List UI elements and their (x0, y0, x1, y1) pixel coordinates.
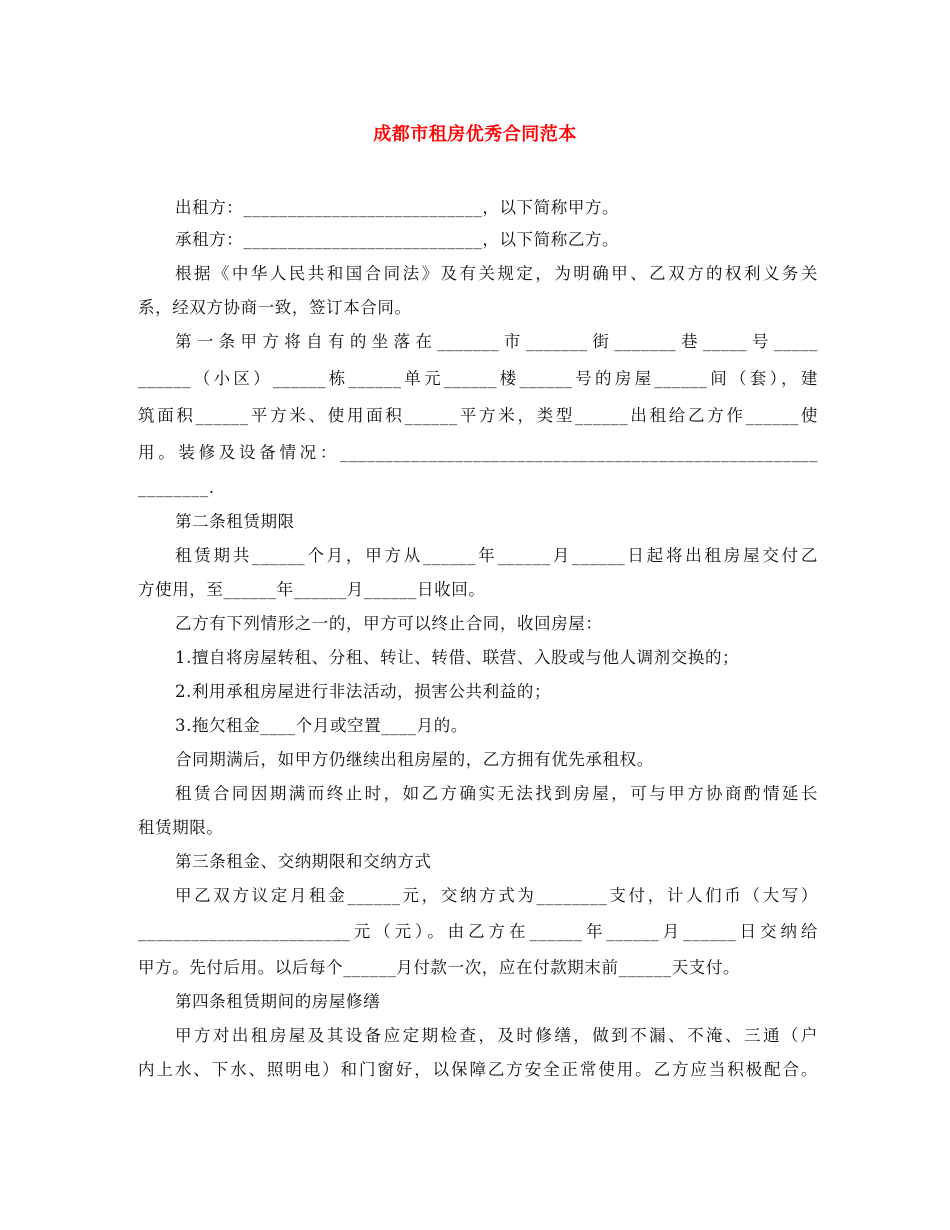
article-3-line: 甲方。先付后用。以后每个______月付款一次，应在付款期末前______天支付。 (138, 958, 741, 977)
lessor-line: 出租方：___________________________，以下简称甲方。 (175, 198, 620, 217)
article-4-line: 内上水、下水、照明电）和门窗好，以保障乙方安全正常使用。乙方应当积极配合。 (138, 1060, 818, 1079)
paragraph-line: 根据《中华人民共和国合同法》及有关规定，为明确甲、乙双方的权利义务关 (175, 264, 818, 283)
document-title: 成都市租房优秀合同范本 (373, 124, 577, 145)
article-1-line: 用。装修及设备情况：______________________________________________________ (138, 443, 818, 462)
article-1-line: 筑面积______平方米、使用面积______平方米，类型______出租给乙方作______使 (138, 406, 818, 425)
article-2-line: 租赁合同因期满而终止时，如乙方确实无法找到房屋，可与甲方协商酌情延长 (175, 784, 818, 803)
article-3-heading: 第三条租金、交纳期限和交纳方式 (175, 852, 432, 871)
article-2-heading: 第二条租赁期限 (175, 512, 295, 531)
article-1-line: ________. (138, 478, 215, 497)
list-item: 2.利用承租房屋进行非法活动，损害公共利益的； (175, 682, 552, 701)
article-3-line: 甲乙双方议定月租金______元，交纳方式为________支付，计人们币（大写） (175, 886, 818, 905)
list-item: 3.拖欠租金____个月或空置____月的。 (175, 716, 468, 735)
paragraph-line: 系，经双方协商一致，签订本合同。 (138, 298, 412, 317)
article-2-line: 合同期满后，如甲方仍继续出租房屋的，乙方拥有优先承租权。 (175, 750, 654, 769)
list-item: 1.擅自将房屋转租、分租、转让、转借、联营、入股或与他人调剂交换的； (175, 648, 740, 667)
article-2-line: 方使用，至______年______月______日收回。 (138, 580, 486, 599)
article-4-line: 甲方对出租房屋及其设备应定期检查，及时修缮，做到不漏、不淹、三通（户 (175, 1026, 818, 1045)
article-1-line: 第一条甲方将自有的坐落在_______市_______街_______巷_____号_____ (175, 332, 818, 351)
article-3-line: ________________________元（元）。由乙方在______年______月______日交纳给 (138, 922, 818, 941)
article-2-line: 乙方有下列情形之一的，甲方可以终止合同，收回房屋： (175, 614, 603, 633)
lessee-line: 承租方：___________________________，以下简称乙方。 (175, 230, 620, 249)
article-4-heading: 第四条租赁期间的房屋修缮 (175, 992, 381, 1011)
article-1-line: ______（小区）______栋______单元______楼______号的房屋______间（套），建 (138, 369, 818, 388)
article-2-line: 租赁期共______个月，甲方从______年______月______日起将出租房屋交付乙 (175, 546, 818, 565)
article-2-line: 租赁期限。 (138, 818, 224, 837)
